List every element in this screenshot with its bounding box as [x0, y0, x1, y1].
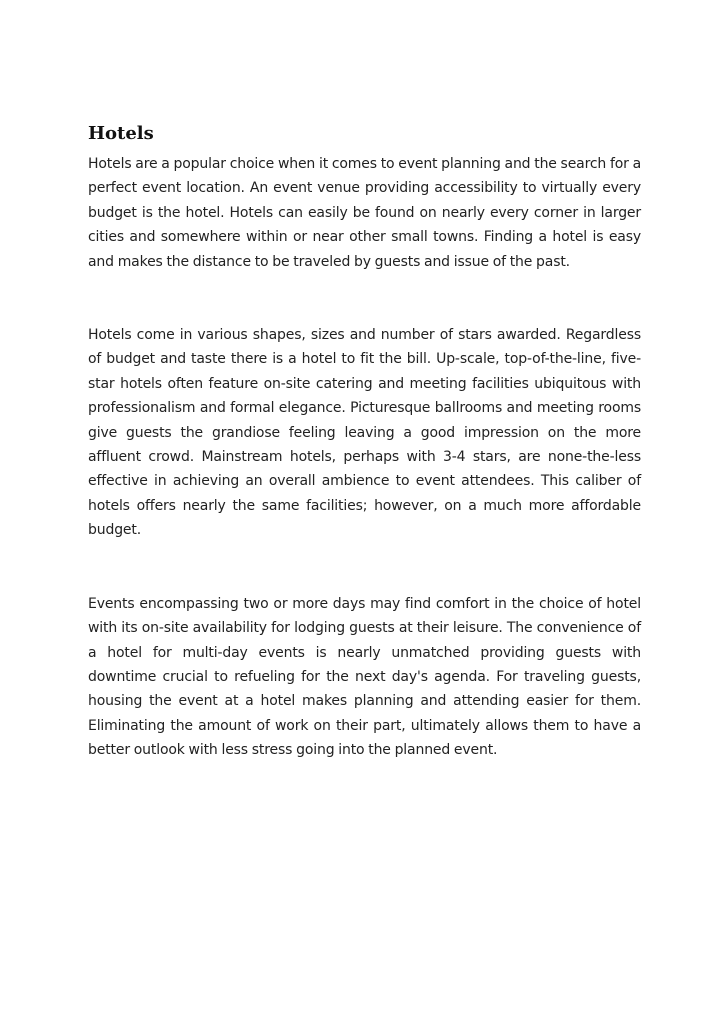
- section-heading: Hotels: [88, 123, 154, 144]
- document-body: [88, 122, 641, 763]
- paragraph-multi-day-events: Events encompassing two or more days may find comfort in the choice of hotel with its on-site availability for lodging guests at their leisure. The convenience of a hotel for multi-day events is nearly unmatched providing guests with downtime crucial to refueling for the next day's agenda. For traveling guests, housing the event at a hotel makes planning and attending easier for them. Eliminating the amount of work on their part, ultimately allows them to have a better outlook with less stress going into the planned event.: [88, 595, 641, 759]
- paragraph-hotel-types: Hotels come in various shapes, sizes and number of stars awarded. Regardless of budget and taste there is a hotel to fit the bill. Up-scale, top-of-the-line, five-star hotels often feature on-site catering and meeting facilities ubiquitous with professionalism and formal elegance. Picturesque ballrooms and meeting rooms give guests the grandiose feeling leaving a good impression on the more affluent crowd. Mainstream hotels, perhaps with 3-4 stars, are none-the-less effective in achieving an overall ambience to event attendees. This caliber of hotels offers nearly the same facilities; however, on a much more affordable budget.: [88, 327, 641, 539]
- paragraph-intro: Hotels are a popular choice when it comes to event planning and the search for a perfect event location. An event venue providing accessibility to virtually every budget is the hotel. Hotels can easily be found on nearly every corner in larger cities and somewhere within or near other small towns. Finding a hotel is easy and makes the distance to be traveled by guests and issue of the past.: [88, 156, 641, 270]
